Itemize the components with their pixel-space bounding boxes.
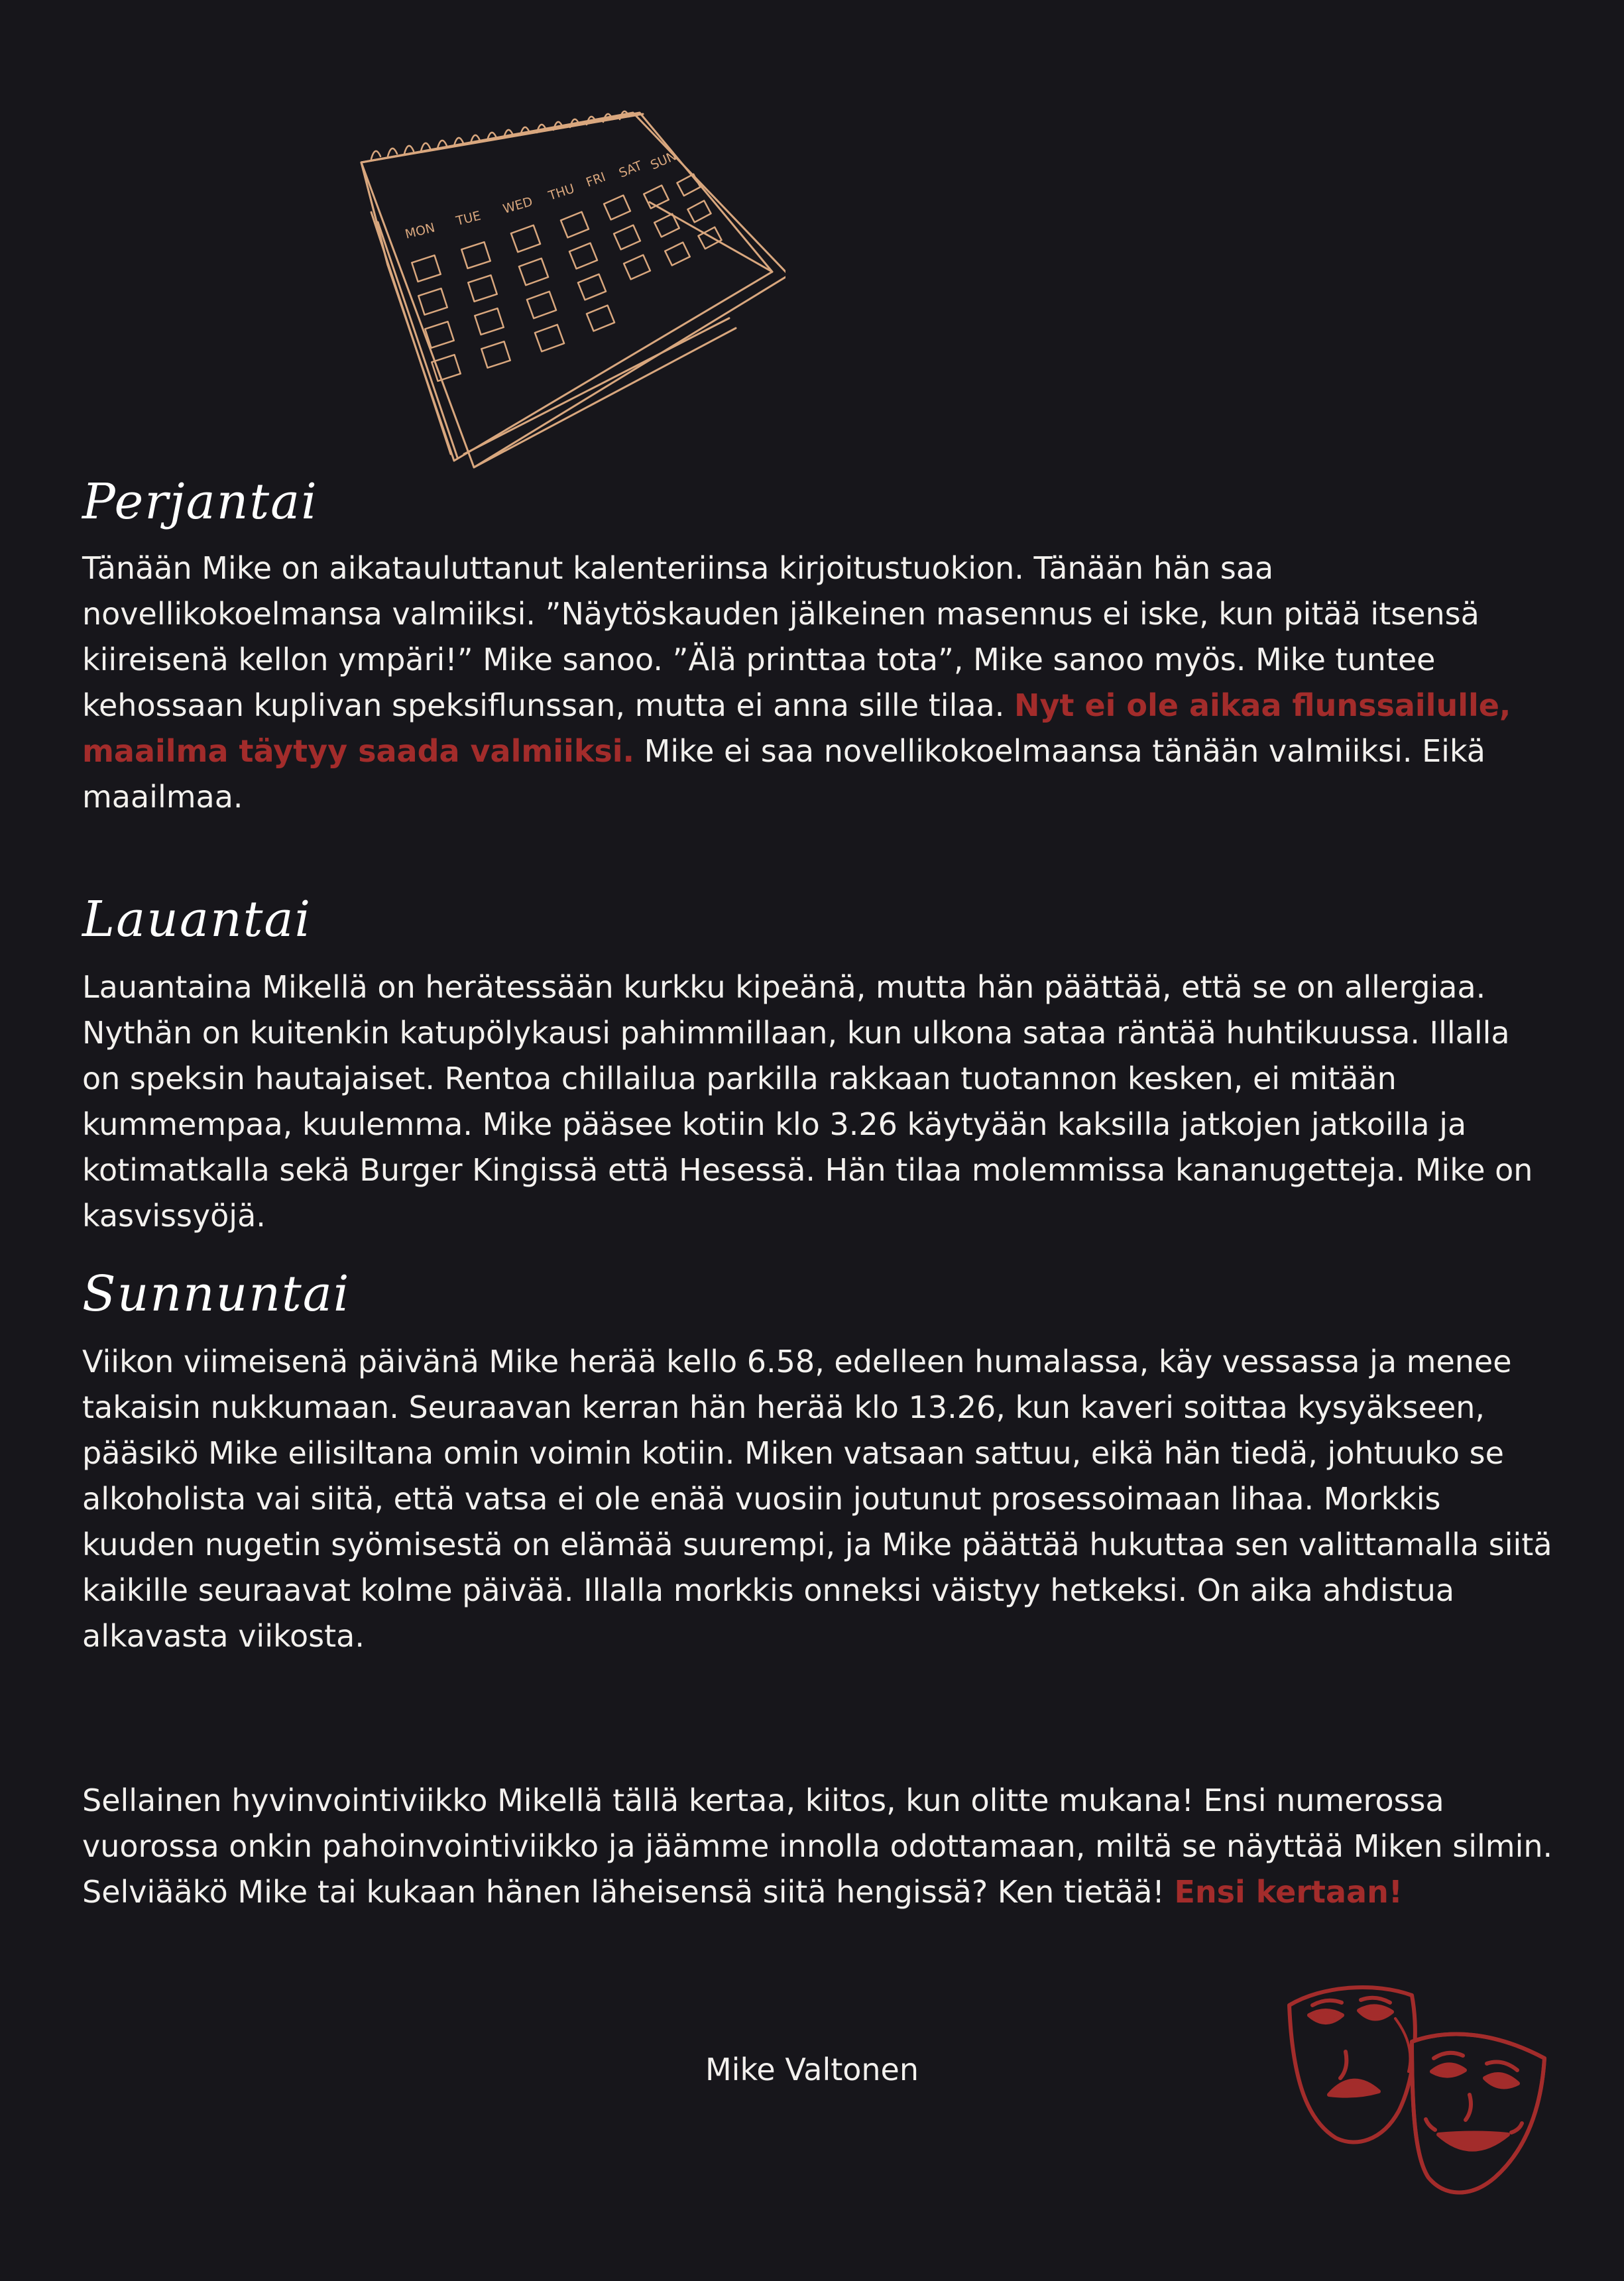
friday-text-1: Tänään Mike on aikatauluttanut kalenteriinsa kirjoitustuokion. Tänään hän saa novellikokoelmansa valmiiksi. ”Näytöskauden jälkeinen masennus ei iske, kun pitää itsensä kiireisenä kellon ympäri!” Mike sanoo. ”Älä printtaa tota”, Mike sanoo myös. Mike tuntee kehossaan kuplivan speksiflunssan, mutta ei anna sille tilaa. bbox=[82, 550, 1479, 723]
heading-sunday: Sunnuntai bbox=[82, 1265, 351, 1322]
paragraph-saturday: Lauantaina Mikellä on herätessään kurkku kipeänä, mutta hän päättää, että se on allergiaa. Nythän on kuitenkin katupölykausi pahimmillaan, kun ulkona sataa räntää huhtikuussa. Illalla on speksin hautajaiset. Rentoa chillailua parkilla rakkaan tuotannon kesken, ei mitään kummempaa, kuulemma. Mike pääsee kotiin klo 3.26 käytyään kaksilla jatkojen jatkoilla ja kotimatkalla sekä Burger Kingissä että Hesessä. Hän tilaa molemmissa kananugetteja. Mike on kasvissyöjä. bbox=[82, 969, 1533, 1234]
calendar-day-wed: WED bbox=[501, 194, 535, 217]
paragraph-outro bbox=[82, 1778, 1554, 1915]
paragraph-sunday: Viikon viimeisenä päivänä Mike herää kello 6.58, edelleen humalassa, käy vessassa ja menee takaisin nukkumaan. Seuraavan kerran hän herää klo 13.26, kun kaveri soittaa kysyäkseen, pääsikö Mike eilisiltana omin voimin kotiin. Miken vatsaan sattuu, eikä hän tiedä, johtuuko se alkoholista vai siitä, että vatsa ei ole enää vuosiin joutunut prosessoimaan lihaa. Morkkis kuuden nugetin syömisestä on elämää suurempi, ja Mike päättää hukuttaa sen valittamalla siitä kaikille seuraavat kolme päivää. Illalla morkkis onneksi väistyy hetkeksi. On aika ahdistua alkavasta viikosta. bbox=[82, 1344, 1552, 1654]
calendar-day-thu: THU bbox=[546, 181, 577, 204]
theater-masks-icon bbox=[1283, 1979, 1551, 2207]
friday-highlight: Nyt ei ole aikaa flunssailulle, maailma täytyy saada valmiiksi. bbox=[82, 687, 1511, 769]
paragraph-friday bbox=[82, 546, 1554, 820]
calendar-icon bbox=[348, 99, 785, 471]
heading-saturday: Lauantai bbox=[82, 891, 312, 948]
outro-highlight: Ensi kertaan! bbox=[1174, 1874, 1403, 1910]
outro-text: Sellainen hyvinvointiviikko Mikellä tällä kertaa, kiitos, kun olitte mukana! Ensi numerossa vuorossa onkin pahoinvointiviikko ja jäämme innolla odottamaan, miltä se näyttää Miken silmin. Selviääkö Mike tai kukaan hänen läheisensä siitä hengissä? Ken tietää! bbox=[82, 1783, 1553, 1910]
friday-text-2: Mike ei saa novellikokoelmaansa tänään valmiiksi. Eikä maailmaa. bbox=[82, 733, 1485, 815]
calendar-day-sun: SUN bbox=[648, 148, 679, 173]
calendar-day-fri: FRI bbox=[584, 169, 608, 190]
heading-friday: Perjantai bbox=[82, 473, 318, 530]
calendar-day-mon: MON bbox=[403, 220, 437, 242]
calendar-day-sat: SAT bbox=[616, 158, 644, 181]
author-signature: Mike Valtonen bbox=[705, 2052, 919, 2087]
calendar-day-tue: TUE bbox=[454, 208, 483, 229]
